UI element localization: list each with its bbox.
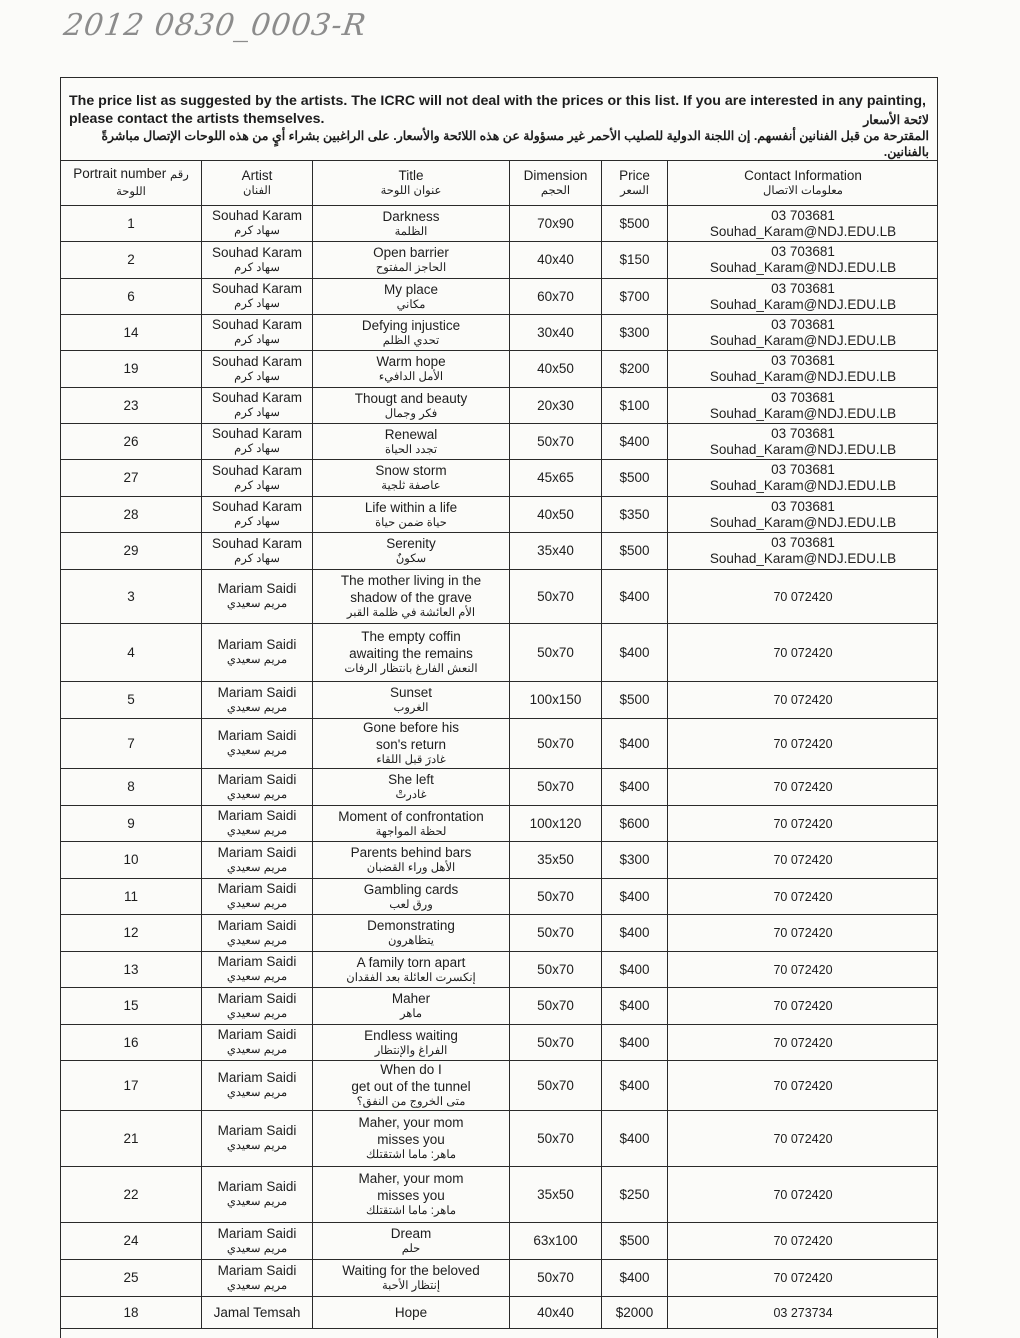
artist-cell: Mariam Saidi مريم سعيدي (202, 1111, 313, 1167)
table-row (61, 806, 939, 842)
dimension-cell: 40x40 (510, 242, 602, 279)
portrait-number-cell: 22 (61, 1167, 202, 1223)
contact-cell: 70 072420 (668, 682, 939, 719)
header-title: Title عنوان اللوحة (313, 161, 510, 206)
dimension-cell: 35x50 (510, 842, 602, 879)
header-dimension: Dimension الحجم (510, 161, 602, 206)
artist-cell: Souhad Karam سهاد كرم (202, 460, 313, 497)
title-cell: Moment of confrontation لحظة المواجهة (313, 806, 510, 842)
price-cell: $500 (602, 1223, 668, 1260)
contact-cell: 03 703681 Souhad_Karam@NDJ.EDU.LB (668, 460, 939, 497)
dimension-cell: 50x70 (510, 952, 602, 988)
artist-cell: Mariam Saidi مريم سعيدي (202, 1223, 313, 1260)
dimension-cell: 35x50 (510, 1167, 602, 1223)
artist-cell: Souhad Karam سهاد كرم (202, 497, 313, 533)
title-cell: Life within a life حياة ضمن حياة (313, 497, 510, 533)
dimension-cell: 45x65 (510, 460, 602, 497)
portrait-number-cell: 21 (61, 1111, 202, 1167)
portrait-number-cell: 9 (61, 806, 202, 842)
contact-cell: 70 072420 (668, 842, 939, 879)
price-cell: $400 (602, 988, 668, 1025)
portrait-number-cell: 2 (61, 242, 202, 279)
dimension-cell: 40x50 (510, 351, 602, 388)
portrait-number-cell: 14 (61, 315, 202, 351)
price-cell: $400 (602, 1061, 668, 1111)
contact-cell: 03 703681 Souhad_Karam@NDJ.EDU.LB (668, 279, 939, 315)
artist-cell: Mariam Saidi مريم سعيدي (202, 769, 313, 806)
dimension-cell: 50x70 (510, 719, 602, 769)
price-cell: $300 (602, 842, 668, 879)
artist-cell: Mariam Saidi مريم سعيدي (202, 624, 313, 682)
portrait-number-cell: 15 (61, 988, 202, 1025)
table-row (61, 279, 939, 315)
table-row (61, 315, 939, 351)
portrait-number-cell: 8 (61, 769, 202, 806)
contact-cell: 70 072420 (668, 1111, 939, 1167)
portrait-number-cell: 5 (61, 682, 202, 719)
portrait-number-cell: 27 (61, 460, 202, 497)
table-row (61, 460, 939, 497)
table-row (61, 915, 939, 952)
portrait-number-cell: 1 (61, 206, 202, 242)
dimension-cell: 50x70 (510, 1025, 602, 1061)
table-row (61, 388, 939, 424)
contact-cell: 03 703681 Souhad_Karam@NDJ.EDU.LB (668, 206, 939, 242)
price-cell: $400 (602, 1260, 668, 1297)
artist-cell: Souhad Karam سهاد كرم (202, 206, 313, 242)
artist-cell: Souhad Karam سهاد كرم (202, 533, 313, 570)
artist-cell: Souhad Karam سهاد كرم (202, 424, 313, 460)
contact-cell: 70 072420 (668, 1223, 939, 1260)
table-row (61, 682, 939, 719)
portrait-number-cell: 7 (61, 719, 202, 769)
title-cell: Maher, your mom misses you ماهر: ماما اشتقتلك (313, 1167, 510, 1223)
portrait-number-cell: 24 (61, 1223, 202, 1260)
title-cell: Serenity سكونٌ (313, 533, 510, 570)
price-cell: $2000 (602, 1297, 668, 1329)
notice-arabic-title: لائحة الأسعار (863, 113, 929, 127)
notice-arabic: المقترحة من قبل الفنانين أنفسهم. إن اللجنة الدولية للصليب الأحمر غير مسؤولة عن هذه اللائحة والأسعار. على الراغبين بشراء أيٍ من هذه اللوحات الإتصال مباشرةً بالفنانين. (101, 129, 929, 159)
dimension-cell: 50x70 (510, 1061, 602, 1111)
price-table (60, 160, 938, 1329)
table-row (61, 719, 939, 769)
portrait-number-cell: 28 (61, 497, 202, 533)
table-row (61, 570, 939, 624)
table-row (61, 769, 939, 806)
dimension-cell: 50x70 (510, 1260, 602, 1297)
table-row (61, 1260, 939, 1297)
price-cell: $300 (602, 315, 668, 351)
artist-cell: Mariam Saidi مريم سعيدي (202, 570, 313, 624)
price-cell: $500 (602, 682, 668, 719)
portrait-number-cell: 12 (61, 915, 202, 952)
title-cell: Renewal تجدد الحياة (313, 424, 510, 460)
price-cell: $400 (602, 915, 668, 952)
table-row (61, 879, 939, 915)
artist-cell: Mariam Saidi مريم سعيدي (202, 842, 313, 879)
title-cell: Waiting for the beloved إنتظار الأحبة (313, 1260, 510, 1297)
dimension-cell: 50x70 (510, 915, 602, 952)
table-row (61, 206, 939, 242)
dimension-cell: 100x150 (510, 682, 602, 719)
price-cell: $500 (602, 460, 668, 497)
dimension-cell: 63x100 (510, 1223, 602, 1260)
dimension-cell: 50x70 (510, 988, 602, 1025)
artist-cell: Mariam Saidi مريم سعيدي (202, 1025, 313, 1061)
notice-box (61, 78, 937, 160)
price-cell: $500 (602, 533, 668, 570)
dimension-cell: 60x70 (510, 279, 602, 315)
price-cell: $400 (602, 879, 668, 915)
portrait-number-cell: 25 (61, 1260, 202, 1297)
portrait-number-cell: 4 (61, 624, 202, 682)
dimension-cell: 40x40 (510, 1297, 602, 1329)
table-row (61, 424, 939, 460)
price-cell: $150 (602, 242, 668, 279)
handwritten-doc-id: 2012 0830_0003-R (61, 8, 369, 43)
title-cell: Sunset الغروب (313, 682, 510, 719)
price-cell: $250 (602, 1167, 668, 1223)
table-row (61, 842, 939, 879)
table-row (61, 1223, 939, 1260)
dimension-cell: 100x120 (510, 806, 602, 842)
contact-cell: 70 072420 (668, 769, 939, 806)
title-cell: A family torn apart إنكسرت العائلة بعد الفقدان (313, 952, 510, 988)
dimension-cell: 40x50 (510, 497, 602, 533)
title-cell: My place مكاني (313, 279, 510, 315)
dimension-cell: 50x70 (510, 424, 602, 460)
title-cell: Darkness الظلمة (313, 206, 510, 242)
dimension-cell: 50x70 (510, 1111, 602, 1167)
dimension-cell: 70x90 (510, 206, 602, 242)
dimension-cell: 20x30 (510, 388, 602, 424)
artist-cell: Souhad Karam سهاد كرم (202, 315, 313, 351)
dimension-cell: 50x70 (510, 769, 602, 806)
portrait-number-cell: 10 (61, 842, 202, 879)
title-cell: The mother living in the shadow of the grave الأم العائشة في ظلمة القبر (313, 570, 510, 624)
price-cell: $400 (602, 570, 668, 624)
artist-cell: Mariam Saidi مريم سعيدي (202, 1061, 313, 1111)
artist-cell: Souhad Karam سهاد كرم (202, 279, 313, 315)
contact-cell: 70 072420 (668, 952, 939, 988)
portrait-number-cell: 13 (61, 952, 202, 988)
portrait-number-cell: 6 (61, 279, 202, 315)
artist-cell: Jamal Temsah (202, 1297, 313, 1329)
portrait-number-cell: 19 (61, 351, 202, 388)
price-cell: $500 (602, 206, 668, 242)
table-body (61, 206, 939, 1329)
price-cell: $600 (602, 806, 668, 842)
portrait-number-cell: 3 (61, 570, 202, 624)
table-row (61, 1025, 939, 1061)
table-row (61, 351, 939, 388)
price-cell: $400 (602, 719, 668, 769)
dimension-cell: 30x40 (510, 315, 602, 351)
price-cell: $200 (602, 351, 668, 388)
artist-cell: Mariam Saidi مريم سعيدي (202, 915, 313, 952)
contact-cell: 70 072420 (668, 988, 939, 1025)
portrait-number-cell: 17 (61, 1061, 202, 1111)
title-cell: She left غادرتْ (313, 769, 510, 806)
title-cell: The empty coffin awaiting the remains النعش الفارغ بانتظار الرفات (313, 624, 510, 682)
title-cell: Warm hope الأمل الدافيء (313, 351, 510, 388)
contact-cell: 03 703681 Souhad_Karam@NDJ.EDU.LB (668, 315, 939, 351)
portrait-number-cell: 18 (61, 1297, 202, 1329)
artist-cell: Mariam Saidi مريم سعيدي (202, 988, 313, 1025)
portrait-number-cell: 29 (61, 533, 202, 570)
artist-cell: Mariam Saidi مريم سعيدي (202, 1167, 313, 1223)
table-row (61, 1167, 939, 1223)
title-cell: Parents behind bars الأهل وراء القضبان (313, 842, 510, 879)
contact-cell: 70 072420 (668, 1260, 939, 1297)
contact-cell: 03 273734 (668, 1297, 939, 1329)
price-cell: $400 (602, 952, 668, 988)
artist-cell: Souhad Karam سهاد كرم (202, 388, 313, 424)
title-cell: Hope (313, 1297, 510, 1329)
artist-cell: Mariam Saidi مريم سعيدي (202, 879, 313, 915)
price-cell: $700 (602, 279, 668, 315)
table-row (61, 1111, 939, 1167)
dimension-cell: 35x40 (510, 533, 602, 570)
title-cell: Defying injustice تحدي الظلم (313, 315, 510, 351)
contact-cell: 03 703681 Souhad_Karam@NDJ.EDU.LB (668, 424, 939, 460)
portrait-number-cell: 23 (61, 388, 202, 424)
contact-cell: 70 072420 (668, 879, 939, 915)
header-portrait-number: Portrait number رقم اللوحة (61, 161, 202, 206)
title-cell: Thougt and beauty فكر وجمال (313, 388, 510, 424)
title-cell: Demonstrating يتظاهرون (313, 915, 510, 952)
table-row (61, 1297, 939, 1329)
title-cell: Maher, your mom misses you ماهر: ماما اشتقتلك (313, 1111, 510, 1167)
contact-cell: 70 072420 (668, 719, 939, 769)
dimension-cell: 50x70 (510, 570, 602, 624)
price-cell: $400 (602, 624, 668, 682)
price-cell: $400 (602, 1111, 668, 1167)
title-cell: Dream حلم (313, 1223, 510, 1260)
title-cell: Gambling cards ورق لعب (313, 879, 510, 915)
table-row (61, 952, 939, 988)
contact-cell: 70 072420 (668, 806, 939, 842)
contact-cell: 70 072420 (668, 1061, 939, 1111)
title-cell: Maher ماهر (313, 988, 510, 1025)
contact-cell: 70 072420 (668, 624, 939, 682)
contact-cell: 03 703681 Souhad_Karam@NDJ.EDU.LB (668, 242, 939, 279)
contact-cell: 70 072420 (668, 1167, 939, 1223)
contact-cell: 03 703681 Souhad_Karam@NDJ.EDU.LB (668, 388, 939, 424)
contact-cell: 70 072420 (668, 1025, 939, 1061)
price-cell: $350 (602, 497, 668, 533)
table-row (61, 988, 939, 1025)
table-row (61, 497, 939, 533)
header-artist: Artist الفنان (202, 161, 313, 206)
title-cell: When do I get out of the tunnel متى الخروج من النفق؟ (313, 1061, 510, 1111)
artist-cell: Mariam Saidi مريم سعيدي (202, 952, 313, 988)
artist-cell: Mariam Saidi مريم سعيدي (202, 806, 313, 842)
artist-cell: Mariam Saidi مريم سعيدي (202, 1260, 313, 1297)
price-list-sheet (60, 77, 938, 1338)
price-cell: $100 (602, 388, 668, 424)
portrait-number-cell: 11 (61, 879, 202, 915)
contact-cell: 03 703681 Souhad_Karam@NDJ.EDU.LB (668, 351, 939, 388)
title-cell: Gone before his son's return غادرَ قبل اللقاء (313, 719, 510, 769)
title-cell: Endless waiting الفراغ والإنتظار (313, 1025, 510, 1061)
contact-cell: 70 072420 (668, 915, 939, 952)
title-cell: Open barrier الحاجز المفتوح (313, 242, 510, 279)
dimension-cell: 50x70 (510, 624, 602, 682)
title-cell: Snow storm عاصفة ثلجية (313, 460, 510, 497)
contact-cell: 03 703681 Souhad_Karam@NDJ.EDU.LB (668, 533, 939, 570)
artist-cell: Mariam Saidi مريم سعيدي (202, 682, 313, 719)
table-row (61, 242, 939, 279)
portrait-number-cell: 26 (61, 424, 202, 460)
artist-cell: Mariam Saidi مريم سعيدي (202, 719, 313, 769)
table-header-row (61, 161, 939, 206)
header-contact-information: Contact Information معلومات الاتصال (668, 161, 939, 206)
notice-english: The price list as suggested by the artists. The ICRC will not deal with the prices or this list. If you are interested in any painting, please contact the artists themselves. (69, 93, 926, 127)
contact-cell: 03 703681 Souhad_Karam@NDJ.EDU.LB (668, 497, 939, 533)
artist-cell: Souhad Karam سهاد كرم (202, 351, 313, 388)
price-cell: $400 (602, 1025, 668, 1061)
header-price: Price السعر (602, 161, 668, 206)
table-row (61, 533, 939, 570)
portrait-number-cell: 16 (61, 1025, 202, 1061)
dimension-cell: 50x70 (510, 879, 602, 915)
table-row (61, 1061, 939, 1111)
price-cell: $400 (602, 769, 668, 806)
table-row (61, 624, 939, 682)
price-cell: $400 (602, 424, 668, 460)
artist-cell: Souhad Karam سهاد كرم (202, 242, 313, 279)
contact-cell: 70 072420 (668, 570, 939, 624)
